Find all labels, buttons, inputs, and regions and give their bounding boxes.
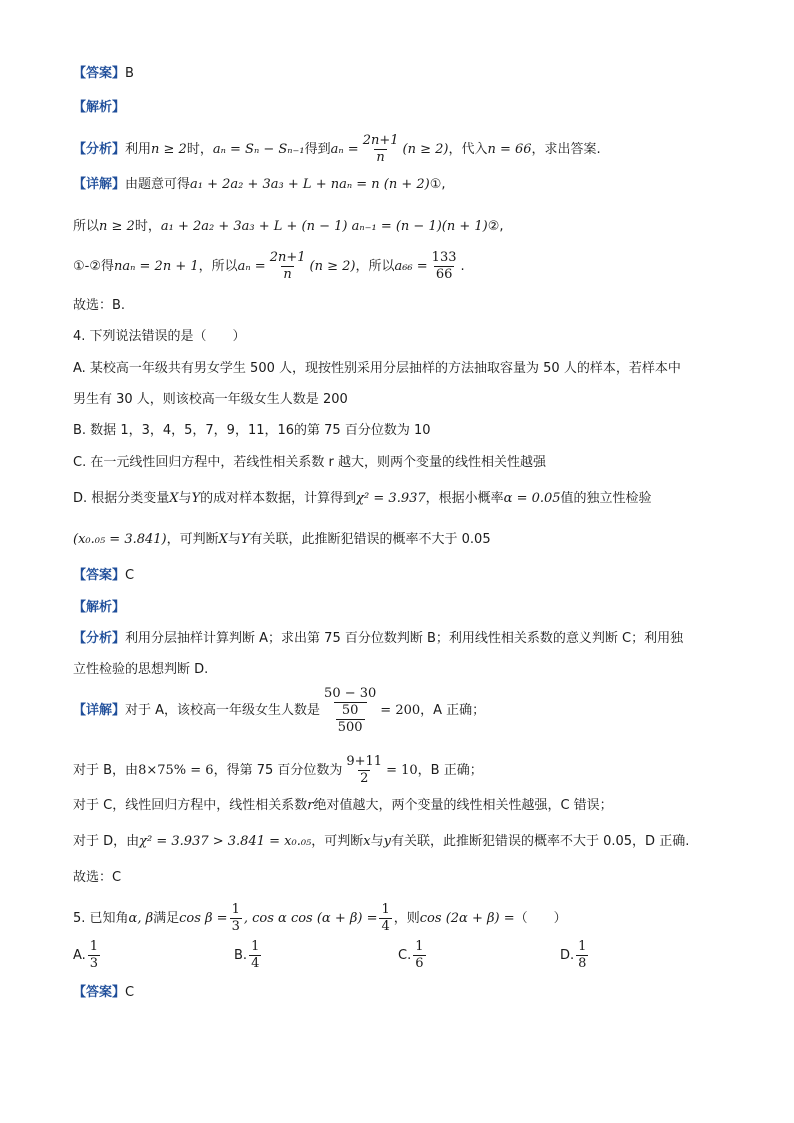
option-label: D. (560, 948, 575, 963)
fraction-denominator: 6 (415, 956, 424, 971)
fraction-numerator: 1 (89, 939, 99, 954)
variable: y (383, 834, 391, 849)
formula: a₁ + 2a₂ + 3a₃ + L + naₙ = n (n + 2) (190, 177, 430, 192)
fraction-numerator: 1 (381, 902, 390, 917)
fraction (249, 939, 261, 972)
formula: aₙ = Sₙ − Sₙ₋₁ (212, 142, 305, 157)
formula: cos (2α + β) = (419, 911, 515, 926)
q5-stem (73, 902, 567, 935)
formula: a₁ + 2a₂ + 3a₃ + L + (n − 1) aₙ₋₁ = (n − 1)(n + 1) (160, 219, 488, 234)
fenxi-tag: 【分析】 (73, 142, 126, 157)
text: 对于 C，线性回归方程中，线性相关系数 (73, 798, 308, 813)
fraction (268, 250, 308, 283)
fraction-numerator: 1 (231, 902, 240, 917)
text: 绝对值越大，两个变量的线性相关性越强，C 错误； (313, 798, 613, 813)
fraction-numerator: 9+11 (346, 754, 383, 769)
q4-stem: 4. 下列说法错误的是（ ） (73, 329, 246, 344)
text: 时， (186, 142, 213, 157)
fraction-numerator: 133 (431, 250, 457, 265)
fraction-denominator: 66 (435, 267, 453, 282)
variable: Y (240, 532, 250, 547)
fraction-denominator: n (283, 267, 292, 282)
answer-value: C (125, 568, 135, 583)
q3-analysis-header: 【解析】 (73, 100, 126, 115)
q4-fenxi-line2: 立性检验的思想判断 D. (73, 662, 209, 677)
xiangjie-tag: 【详解】 (73, 703, 126, 718)
formula: cos β = (179, 911, 228, 926)
fraction-numerator: 1 (251, 939, 260, 954)
fraction (379, 902, 391, 935)
compound-fraction (322, 686, 378, 736)
formula: 8×75% = 6 (138, 763, 214, 778)
fraction-denominator: 3 (231, 919, 240, 934)
q4-xiangjie-a (73, 686, 485, 736)
text: . (460, 259, 465, 274)
fraction-numerator: 2n+1 (269, 250, 306, 265)
fraction-numerator: 1 (578, 939, 587, 954)
text: ①-②得 (73, 259, 114, 274)
text: ，代入 (448, 142, 488, 157)
text: 由题意可得 (125, 177, 191, 192)
q4-option-d-line1 (73, 489, 652, 509)
fraction-numerator: 50 − 30 (324, 686, 377, 701)
variable: X (218, 532, 228, 547)
fraction (413, 939, 425, 972)
formula: = 200 (380, 703, 421, 718)
formula: naₙ = 2n + 1 (114, 259, 199, 274)
fraction (576, 939, 588, 972)
formula: χ² = 3.937 > 3.841 = x₀.₀₅ (139, 834, 312, 849)
text: , (499, 219, 504, 234)
text: 5. 已知角 (73, 911, 129, 926)
formula: aₙ = (330, 142, 359, 157)
answer-value: B (125, 66, 134, 81)
text: 对于 B，由 (73, 763, 139, 778)
text: 值的独立性检验 (560, 491, 652, 506)
variable: Y (191, 491, 201, 506)
q4-option-a-line1: A. 某校高一年级共有男女学生 500 人，现按性别采用分层抽样的方法抽取容量为 50 人的样本，若样本中 (73, 361, 681, 376)
fenxi-tag: 【分析】 (73, 631, 126, 646)
q3-fenxi (73, 133, 601, 166)
text: 得到 (304, 142, 331, 157)
q3-xiangjie-line3 (73, 250, 465, 283)
text: ，B 正确； (417, 763, 483, 778)
text: ，则 (393, 911, 420, 926)
text: ，可判断 (166, 532, 219, 547)
q4-analysis-header: 【解析】 (73, 600, 126, 615)
text: 有关联，此推断犯错误的概率不大于 0.05，D 正确. (390, 834, 690, 849)
equation-mark: ① (429, 177, 442, 192)
answer-tag: 【答案】 (73, 66, 126, 81)
fraction-denominator: 4 (381, 919, 390, 934)
fraction (361, 133, 401, 166)
text: ，A 正确； (420, 703, 486, 718)
formula: n = 66 (487, 142, 532, 157)
q4-option-a-line2: 男生有 30 人，则该校高一年级女生人数是 200 (73, 392, 348, 407)
formula: (n ≥ 2) (402, 142, 449, 157)
fraction (230, 902, 242, 935)
fraction (430, 250, 459, 283)
formula: n ≥ 2 (99, 219, 135, 234)
q5-option-c (398, 939, 428, 972)
fraction (336, 703, 365, 736)
text: ，所以 (355, 259, 395, 274)
text: ，得第 75 百分位数为 (213, 763, 343, 778)
option-label: B. (234, 948, 248, 963)
text: 与 (178, 491, 192, 506)
q4-xiangjie-d (73, 832, 689, 852)
q5-option-b (234, 939, 263, 972)
formula: α = 0.05 (503, 491, 561, 506)
formula: , cos α cos (α + β) = (243, 911, 378, 926)
text: 满足 (153, 911, 180, 926)
q5-option-a (73, 939, 102, 972)
formula: α, β (128, 911, 154, 926)
q4-option-b: B. 数据 1，3，4，5，7，9，11，16的第 75 百分位数为 10 (73, 423, 431, 438)
answer-tag: 【答案】 (73, 568, 126, 583)
q5-option-d (560, 939, 590, 972)
q3-answer (73, 64, 134, 84)
formula: n ≥ 2 (151, 142, 187, 157)
text: 时， (134, 219, 161, 234)
fraction-denominator: n (376, 150, 385, 165)
fraction-denominator: 3 (89, 956, 99, 971)
fraction-denominator (334, 702, 367, 736)
variable: x (363, 834, 371, 849)
formula: χ² = 3.937 (356, 491, 426, 506)
q3-choose: 故选：B. (73, 298, 126, 313)
text: D. 根据分类变量 (73, 491, 170, 506)
variable: r (307, 798, 314, 813)
text: 与 (370, 834, 384, 849)
q4-option-c: C. 在一元线性回归方程中，若线性相关系数 r 越大，则两个变量的线性相关性越强 (73, 455, 546, 470)
formula: = 10 (386, 763, 418, 778)
text: ，求出答案. (531, 142, 601, 157)
fraction (88, 939, 100, 972)
formula: a₆₆ = (394, 259, 428, 274)
answer-value: C (125, 985, 135, 1000)
q5-answer (73, 983, 134, 1003)
q3-xiangjie-line1 (73, 175, 446, 195)
text: 对于 A，该校高一年级女生人数是 (125, 703, 321, 718)
fraction-numerator: 2n+1 (362, 133, 399, 148)
text: 利用 (125, 142, 152, 157)
fraction-denominator: 500 (337, 720, 363, 735)
text: 利用分层抽样计算判断 A；求出第 75 百分位数判断 B；利用线性相关系数的意义判断 C；利用独 (125, 631, 684, 646)
q3-xiangjie-line2 (73, 217, 504, 237)
equation-mark: ② (487, 219, 500, 234)
q4-fenxi-line1 (73, 629, 683, 649)
fraction (344, 754, 384, 787)
text: 有关联，此推断犯错误的概率不大于 0.05 (249, 532, 491, 547)
text: （ ） (514, 911, 567, 926)
text: ，可判断 (311, 834, 364, 849)
variable: X (169, 491, 179, 506)
text: 的成对样本数据，计算得到 (200, 491, 357, 506)
text: 对于 D，由 (73, 834, 140, 849)
fraction-numerator: 50 (341, 703, 359, 718)
formula: (n ≥ 2) (309, 259, 356, 274)
formula: aₙ = (237, 259, 266, 274)
option-label: C. (398, 948, 412, 963)
fraction-denominator: 4 (251, 956, 260, 971)
q4-answer (73, 566, 134, 586)
fraction-numerator: 1 (415, 939, 424, 954)
answer-tag: 【答案】 (73, 985, 126, 1000)
xiangjie-tag: 【详解】 (73, 177, 126, 192)
text: , (441, 177, 446, 192)
formula: (x₀.₀₅ = 3.841) (73, 532, 167, 547)
text: ，所以 (198, 259, 238, 274)
text: 与 (227, 532, 241, 547)
fraction-denominator: 2 (360, 771, 369, 786)
q4-choose: 故选：C (73, 870, 122, 885)
q4-xiangjie-b (73, 754, 483, 787)
text: 所以 (73, 219, 100, 234)
text: ，根据小概率 (425, 491, 504, 506)
fraction-denominator: 8 (578, 956, 587, 971)
q4-option-d-line2 (73, 530, 491, 550)
q4-xiangjie-c (73, 796, 613, 816)
option-label: A. (73, 948, 86, 963)
